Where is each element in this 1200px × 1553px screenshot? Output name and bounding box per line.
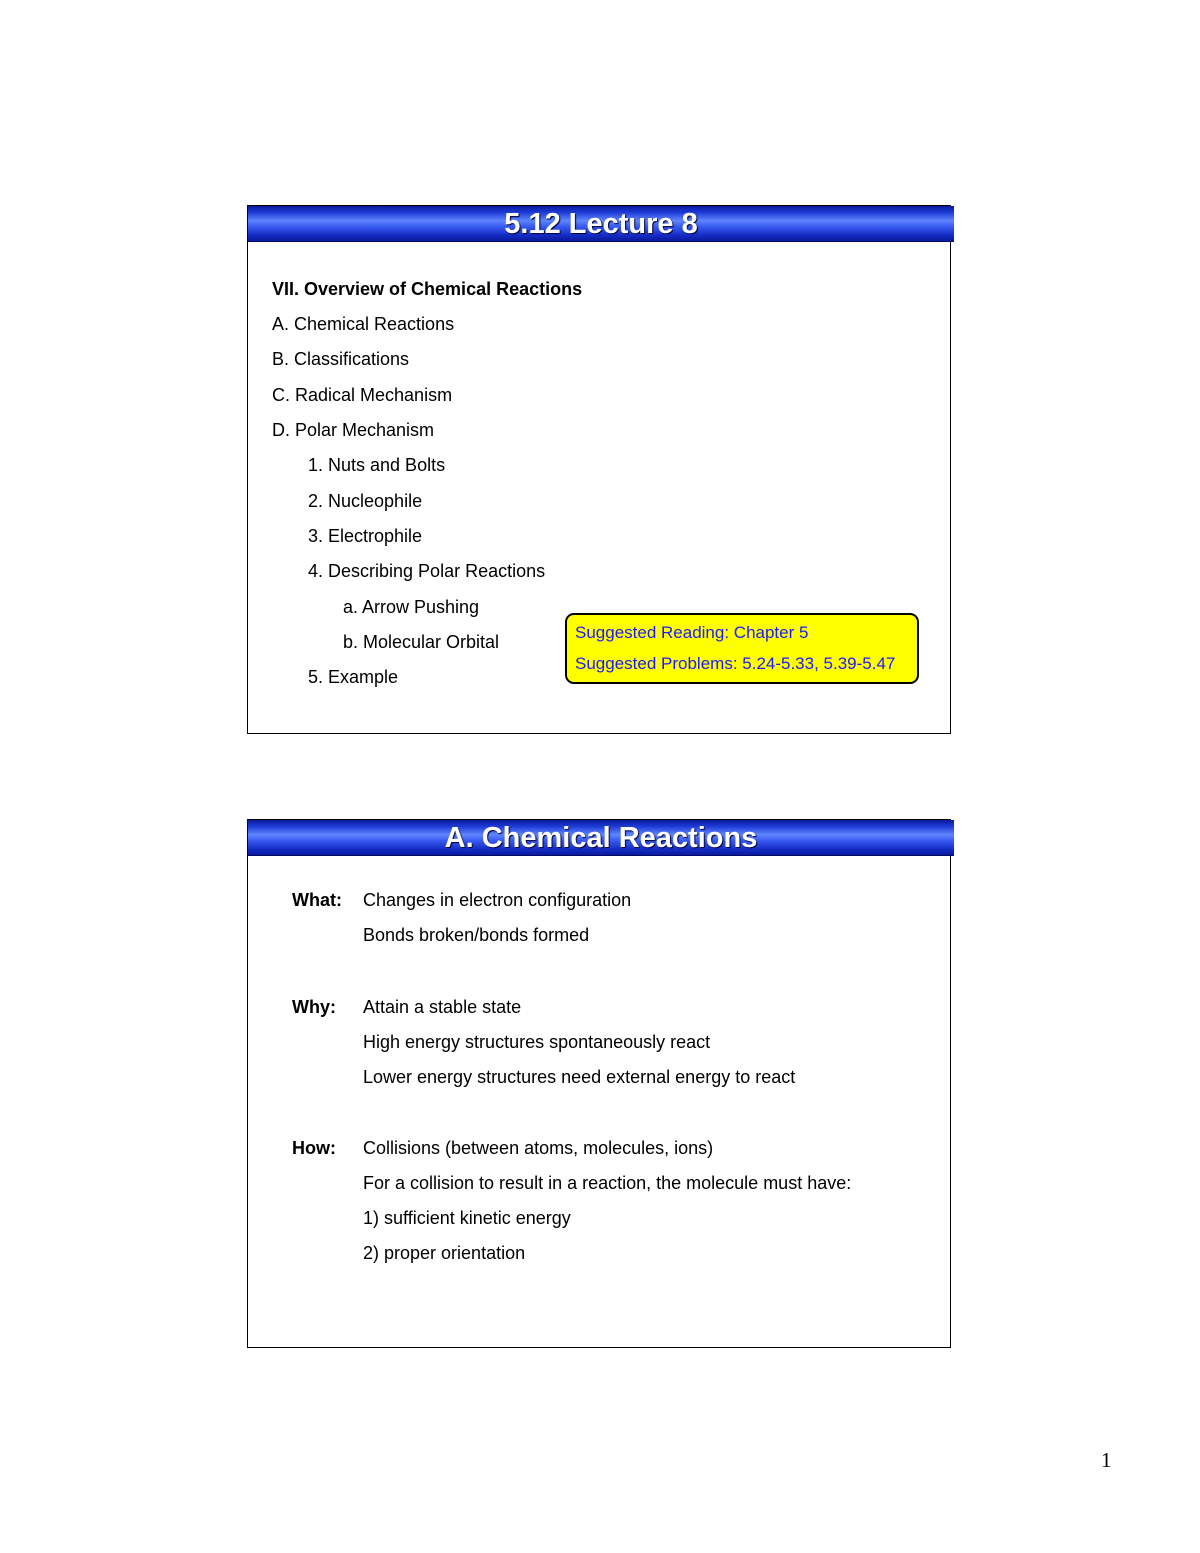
how-label: How: (292, 1138, 336, 1158)
how-line: 2) proper orientation (363, 1243, 526, 1263)
outline-item: A. Chemical Reactions (272, 314, 455, 334)
why-line: Lower energy structures need external energy to react (363, 1067, 796, 1087)
slide-title: A. Chemical Reactions (444, 822, 758, 854)
why-line: High energy structures spontaneously react (363, 1032, 711, 1052)
why-line: Attain a stable state (363, 997, 522, 1017)
slide-title: 5.12 Lecture 8 (504, 208, 698, 240)
outline-item: C. Radical Mechanism (272, 385, 453, 405)
what-line: Bonds broken/bonds formed (363, 925, 590, 945)
suggested-problems: Suggested Problems: 5.24-5.33, 5.39-5.47 (575, 654, 896, 673)
section-heading: VII. Overview of Chemical Reactions (272, 279, 583, 299)
slide-title-bar (248, 206, 954, 242)
outline-subitem: 2. Nucleophile (308, 491, 423, 511)
outline-subsubitem: a. Arrow Pushing (343, 597, 480, 617)
slide-chemical-reactions (247, 819, 951, 1348)
outline-subitem: 5. Example (308, 667, 399, 687)
how-line: Collisions (between atoms, molecules, ions) (363, 1138, 714, 1158)
outline-subsubitem: b. Molecular Orbital (343, 632, 500, 652)
how-line: For a collision to result in a reaction, the molecule must have: (363, 1173, 852, 1193)
what-line: Changes in electron configuration (363, 890, 632, 910)
slide-lecture-overview (247, 205, 951, 734)
page-number: 1 (1101, 1448, 1112, 1472)
outline-item: B. Classifications (272, 349, 410, 369)
outline-item: D. Polar Mechanism (272, 420, 435, 440)
slide-title-bar (248, 820, 954, 856)
outline-subitem: 1. Nuts and Bolts (308, 455, 446, 475)
suggested-reading: Suggested Reading: Chapter 5 (575, 623, 809, 642)
outline-subitem: 3. Electrophile (308, 526, 423, 546)
outline-subitem: 4. Describing Polar Reactions (308, 561, 546, 581)
why-label: Why: (292, 997, 336, 1017)
how-line: 1) sufficient kinetic energy (363, 1208, 571, 1228)
what-label: What: (292, 890, 342, 910)
suggested-reading-box (565, 613, 919, 684)
